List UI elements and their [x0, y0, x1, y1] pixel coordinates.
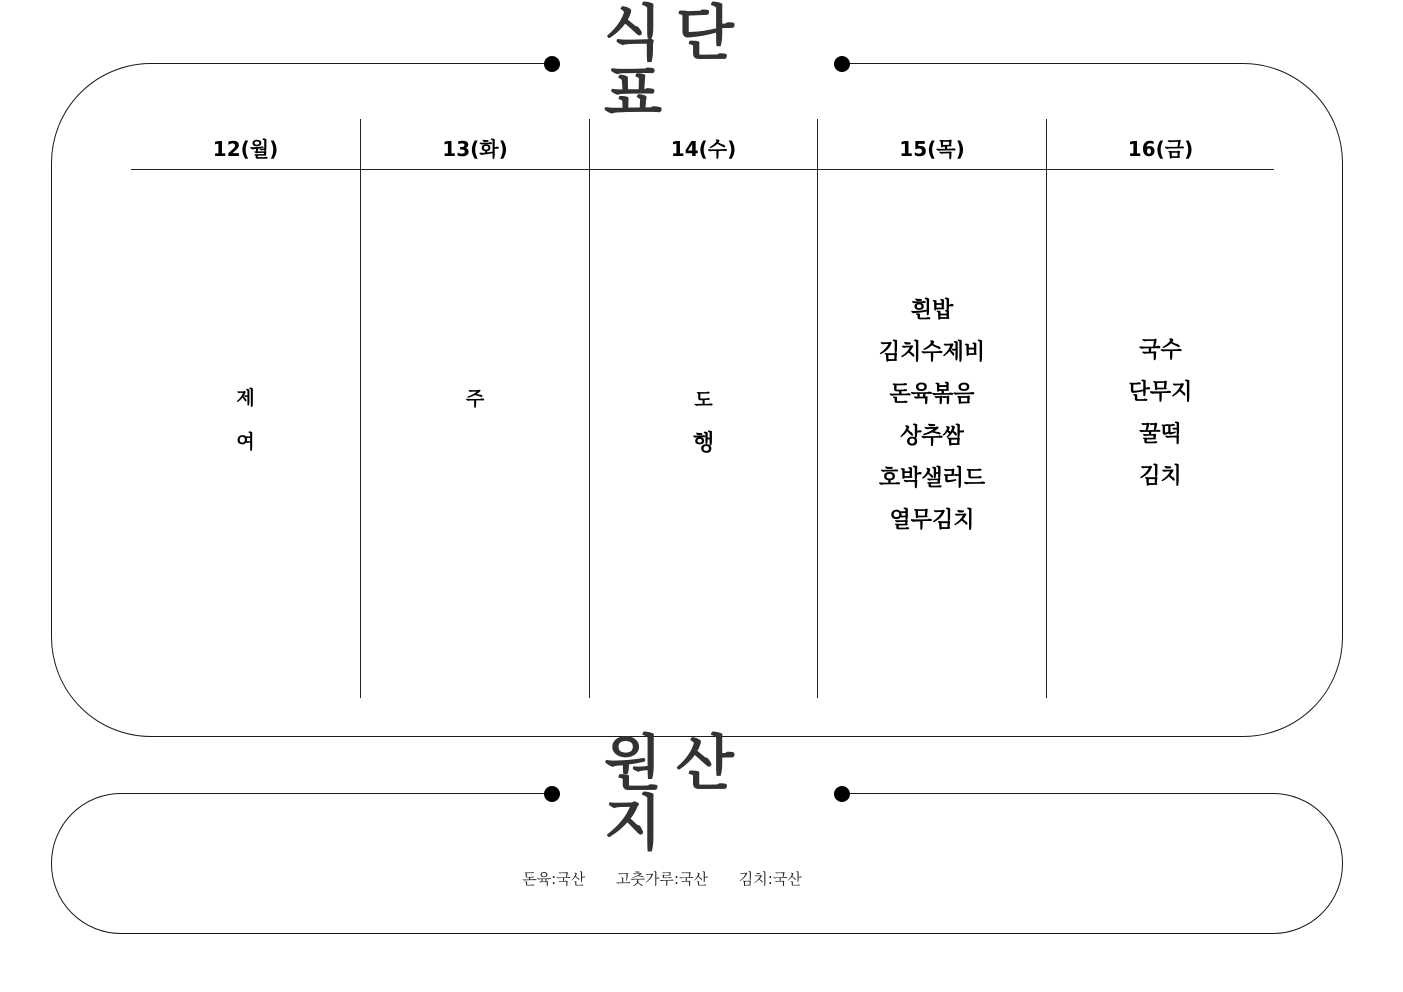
title-dot-right: [834, 786, 850, 802]
day-column-tue: [360, 170, 589, 698]
dish-item: 열무김치: [889, 508, 975, 533]
origin-item-chili: 고춧가루:국산: [616, 870, 708, 888]
dish-item: 국수: [1139, 338, 1182, 363]
dish-item: 김치수제비: [878, 340, 986, 365]
origin-title: 원산지: [604, 729, 748, 859]
origin-item-kimchi: 김치:국산: [738, 870, 802, 888]
dish-item: 주: [465, 388, 485, 410]
dish-item: 돈육볶음: [889, 382, 975, 407]
dish-item: 제: [236, 387, 255, 409]
origin-item-pork: 돈육:국산: [522, 870, 586, 888]
dish-item: 단무지: [1128, 380, 1193, 405]
dish-item: 행: [692, 431, 715, 456]
dish-item: 김치: [1139, 464, 1182, 489]
dish-item: 꿀떡: [1139, 422, 1182, 447]
day-header-tue: 13(화): [360, 119, 589, 170]
day-header-mon: 12(월): [131, 119, 360, 170]
dish-item: 흰밥: [910, 298, 954, 323]
title-dot-left: [544, 56, 560, 72]
menu-table: [131, 119, 1274, 698]
day-column-wed: [589, 170, 817, 698]
origin-title-block: [544, 729, 850, 859]
title-dot-left: [544, 786, 560, 802]
origin-info: [51, 868, 1343, 889]
dish-item: 여: [236, 431, 255, 453]
menu-title-block: [544, 0, 850, 129]
day-header-fri: 16(금): [1046, 119, 1274, 170]
menu-title: 식단표: [604, 0, 748, 129]
dish-item: 도: [694, 389, 713, 411]
day-header-wed: 14(수): [589, 119, 817, 170]
dish-item: 호박샐러드: [878, 466, 986, 491]
day-header-thu: 15(목): [817, 119, 1046, 170]
day-column-fri: [1046, 170, 1274, 698]
dish-item: 상추쌈: [900, 424, 964, 449]
day-column-thu: [817, 170, 1046, 698]
title-dot-right: [834, 56, 850, 72]
day-column-mon: [131, 170, 360, 698]
